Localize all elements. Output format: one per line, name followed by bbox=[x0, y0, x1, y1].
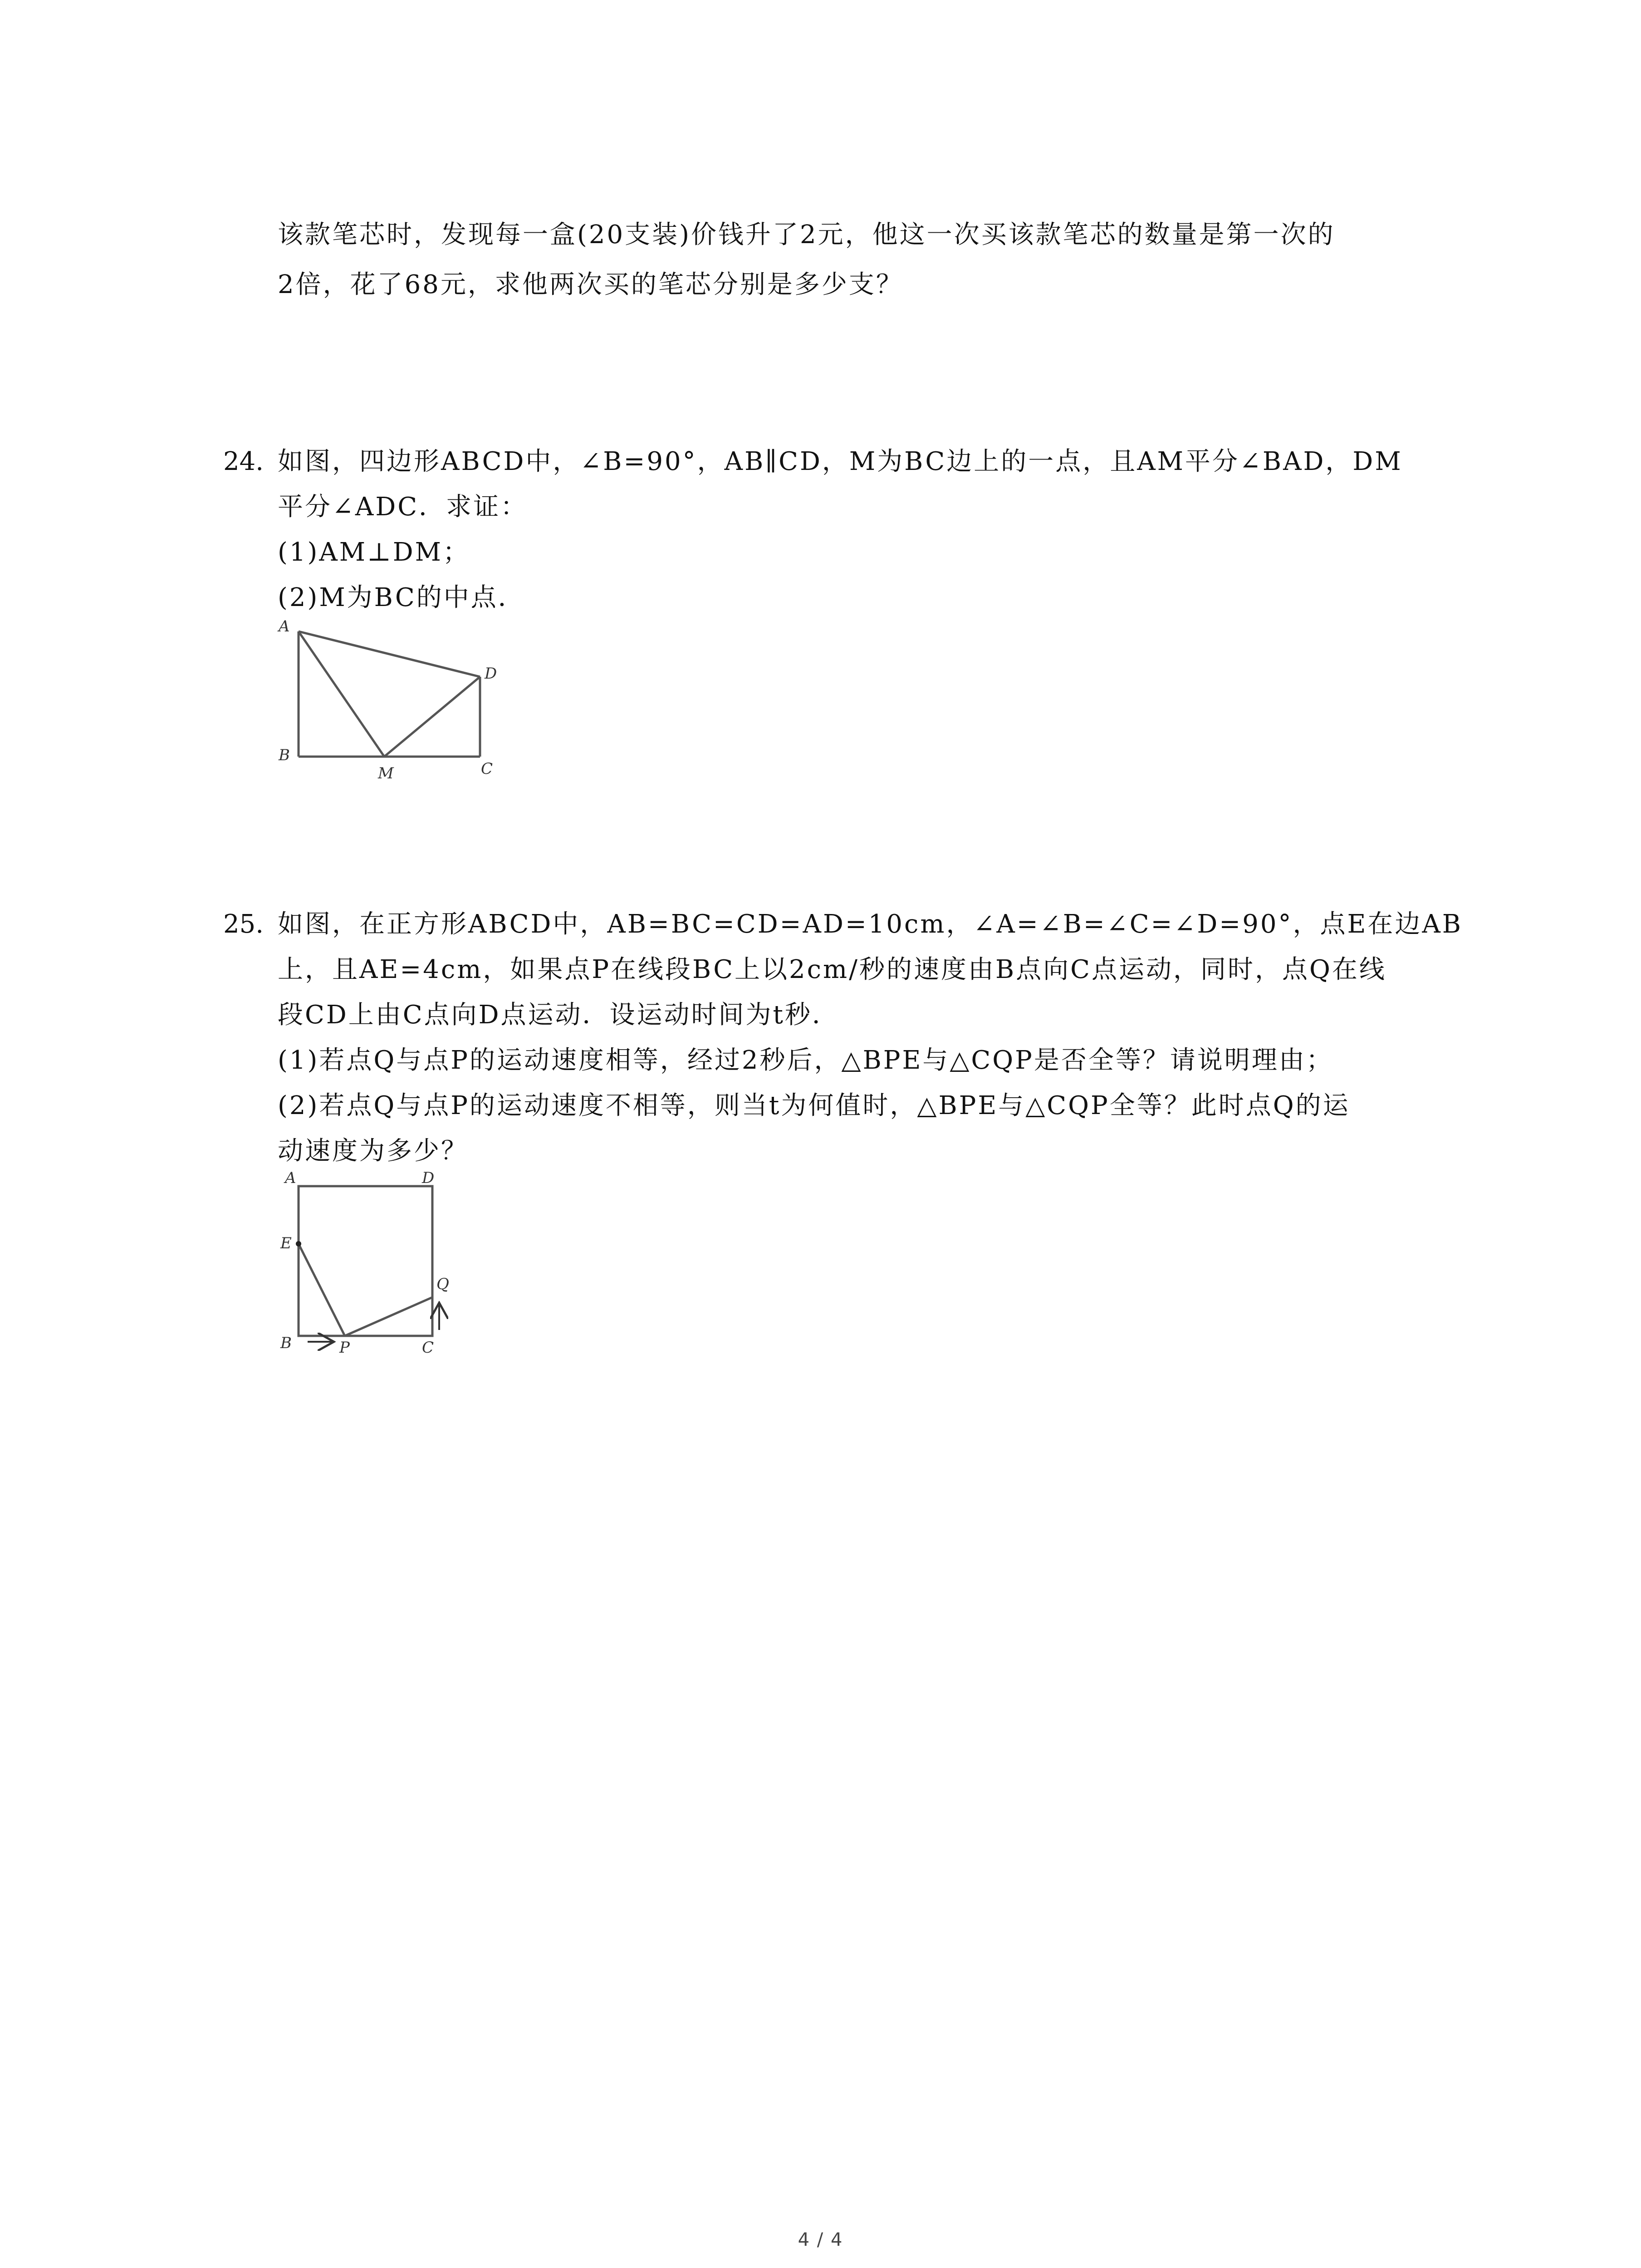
label-A: A bbox=[279, 617, 290, 635]
problem24-number: 24. bbox=[223, 447, 264, 476]
label-M: M bbox=[378, 764, 394, 782]
label-E: E bbox=[280, 1234, 292, 1252]
problem25-figure-svg bbox=[272, 1170, 481, 1361]
problem24-line-4: (2)M为BC的中点． bbox=[278, 583, 525, 612]
problem24-figure-svg bbox=[272, 617, 508, 785]
problem24-line-3: (1)AM⊥DM； bbox=[278, 538, 470, 567]
point-E bbox=[296, 1241, 301, 1246]
problem25-line-1: 如图，在正方形ABCD中，AB=BC=CD=AD=10cm，∠A=∠B=∠C=∠D=90°，点E在边AB bbox=[278, 909, 1463, 939]
problem25-line-2: 上，且AE=4cm，如果点P在线段BC上以2cm/秒的速度由B点向C点运动，同时，点Q在线 bbox=[278, 955, 1386, 984]
label-B: B bbox=[280, 1334, 292, 1352]
problem24-line-2: 平分∠ADC．求证： bbox=[278, 492, 528, 522]
problem23-line-1: 该款笔芯时，发现每一盒(20支装)价钱升了2元，他这一次买该款笔芯的数量是第一次的 bbox=[278, 220, 1335, 249]
problem25-line-4: (1)若点Q与点P的运动速度相等，经过2秒后，△BPE与△CQP是否全等？请说明理由； bbox=[278, 1046, 1333, 1075]
problem25-line-3: 段CD上由C点向D点运动．设运动时间为t秒． bbox=[278, 1000, 839, 1030]
square-ABCD bbox=[299, 1186, 432, 1336]
label-C: C bbox=[422, 1339, 434, 1357]
page-number: 4 / 4 bbox=[798, 2229, 843, 2250]
problem25-line-6: 动速度为多少？ bbox=[278, 1136, 468, 1166]
problem25-line-5: (2)若点Q与点P的运动速度不相等，则当t为何值时，△BPE与△CQP全等？此时点Q的运 bbox=[278, 1091, 1350, 1120]
label-B: B bbox=[279, 746, 290, 764]
label-A: A bbox=[285, 1170, 296, 1187]
problem25-number: 25. bbox=[223, 909, 264, 939]
label-P: P bbox=[339, 1339, 350, 1357]
label-C: C bbox=[481, 760, 493, 778]
problem24-line-1: 如图，四边形ABCD中，∠B=90°，AB∥CD，M为BC边上的一点，且AM平分∠BAD，DM bbox=[278, 447, 1403, 476]
segment-PQ bbox=[345, 1297, 432, 1336]
problem25-figure bbox=[272, 1170, 481, 1363]
label-Q: Q bbox=[436, 1275, 449, 1293]
problem23-line-2: 2倍，花了68元，求他两次买的笔芯分别是多少支？ bbox=[278, 270, 903, 299]
label-D: D bbox=[485, 665, 497, 683]
label-D: D bbox=[422, 1170, 435, 1187]
problem24-figure bbox=[272, 617, 508, 787]
segment-DM bbox=[384, 677, 480, 757]
segment-EP bbox=[299, 1244, 345, 1336]
